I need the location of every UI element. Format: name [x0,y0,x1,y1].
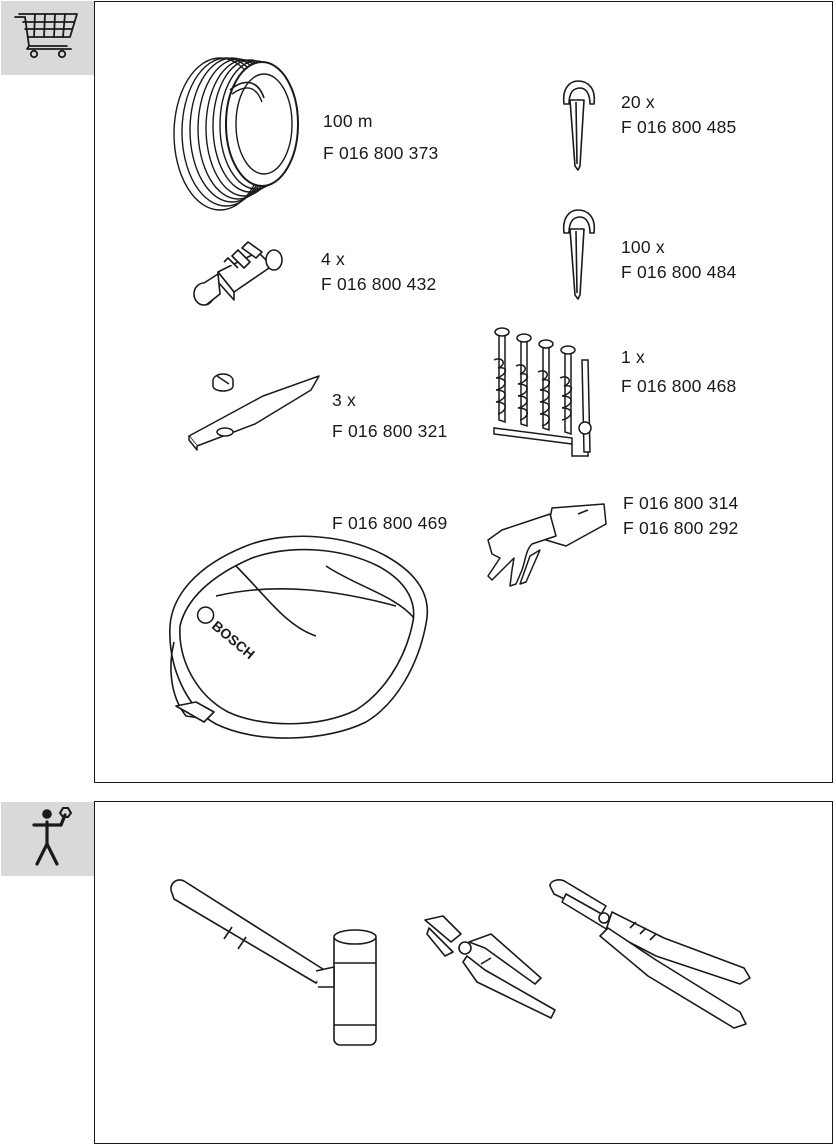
person-with-wrench-icon [1,802,94,876]
item-screwset-part: F 016 800 468 [621,376,737,396]
item-peg20-qty: 20 x [621,92,655,112]
item-gloves-part: F 016 800 314 [623,493,739,513]
crimping-pliers-icon [546,878,754,1036]
tools-needed-tab [1,802,94,876]
connector-icon [188,238,288,310]
screw-set-icon [488,320,598,466]
wire-spool-icon [160,50,310,214]
item-peg100-qty: 100 x [621,237,665,257]
shopping-cart-icon [1,1,94,75]
item-spool-part: F 016 800 373 [323,143,439,163]
item-connector-part: F 016 800 432 [321,274,437,294]
bag-icon [156,526,436,744]
item-screwset-qty: 1 x [621,347,645,367]
item-spool-qty: 100 m [323,111,373,131]
shopping-cart-tab [1,1,94,75]
item-gloves-part2: F 016 800 292 [623,518,739,538]
gloves-icon [486,500,610,594]
item-bag-part: F 016 800 469 [332,513,448,533]
item-blade-part: F 016 800 321 [332,421,448,441]
peg-icon [556,78,602,174]
item-blade-qty: 3 x [332,390,356,410]
item-peg100-part: F 016 800 484 [621,262,737,282]
item-connector-qty: 4 x [321,249,345,269]
blade-icon [185,366,325,456]
peg-icon [556,207,602,303]
bag-logo-text: BOSCH [209,617,259,663]
item-peg20-part: F 016 800 485 [621,117,737,137]
mallet-icon [166,875,386,1055]
